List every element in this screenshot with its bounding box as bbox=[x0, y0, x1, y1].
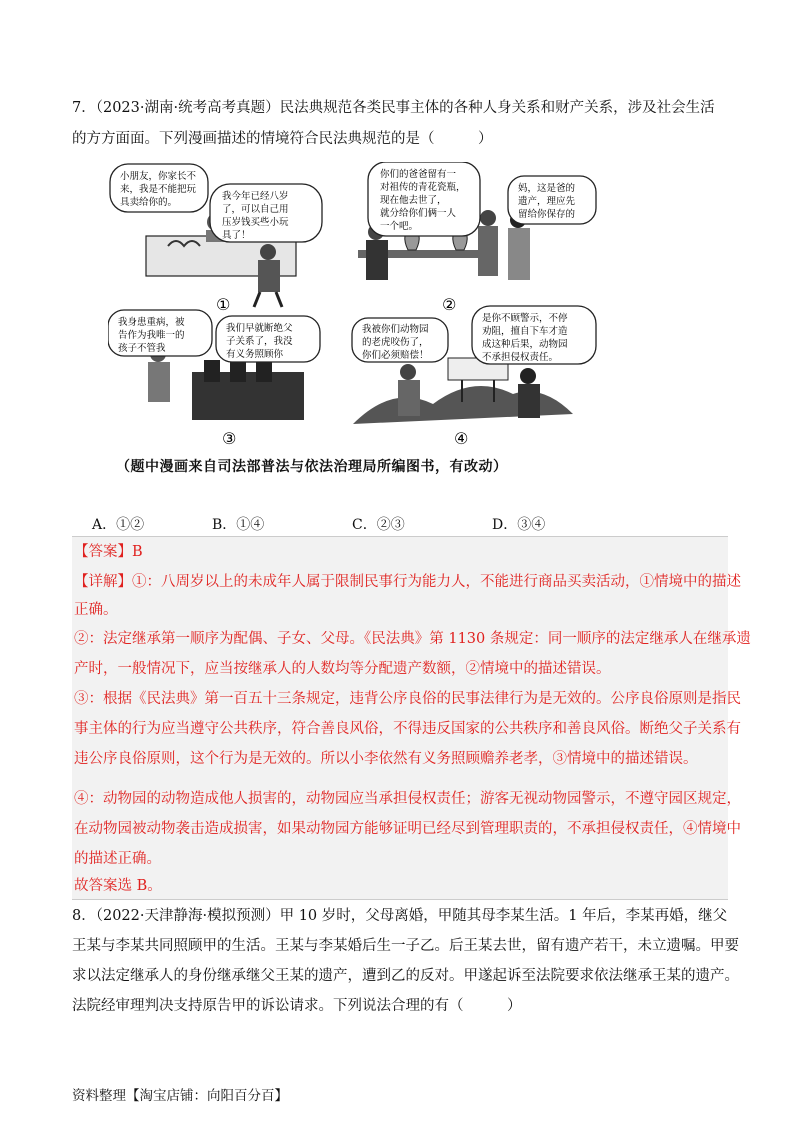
panel-1-bubble-b-line: 我今年已经八岁 bbox=[222, 191, 289, 202]
question-8-line-2: 王某与李某共同照顾甲的生活。王某与李某婚后生一子乙。后王某去世，留有遗产若干，未立遗嘱。甲要 bbox=[72, 938, 739, 954]
question-8-line-4: 法院经审理判决支持原告甲的诉讼请求。下列说法合理的有（ ） bbox=[72, 998, 522, 1014]
question-8-line-1: 8．（2022·天津静海·模拟预测）甲 10 岁时，父母离婚，甲随其母李某生活。1 年后，李某再婚，继父 bbox=[72, 908, 728, 924]
option-d[interactable]: D．③④ bbox=[492, 517, 546, 533]
explanation-line: 违公序良俗原则，这个行为是无效的。所以小李依然有义务照顾赡养老孝，③情境中的描述错误。 bbox=[74, 751, 698, 767]
panel-4-bubble-b-line: 劝阻，擅自下车才造 bbox=[482, 326, 568, 337]
footer-source: 资料整理【淘宝店铺：向阳百分百】 bbox=[72, 1088, 288, 1104]
panel-1-bubble-a-line: 来，我是不能把玩 bbox=[120, 184, 197, 195]
panel-3-number: ③ bbox=[222, 429, 237, 447]
explanation-line: 的描述正确。 bbox=[74, 851, 161, 867]
option-c[interactable]: C．②③ bbox=[352, 517, 405, 533]
explanation-line: ④：动物园的动物造成他人损害的，动物园应当承担侵权责任；游客无视动物园警示，不遵守园区规定， bbox=[74, 791, 741, 807]
panel-1-bubble-a-line: 小朋友，你家长不 bbox=[120, 171, 197, 182]
comic-panel-2-bubble-b bbox=[508, 176, 596, 224]
panel-2-bubble-a-line: 对祖传的青花瓷瓶， bbox=[380, 182, 466, 193]
panel-4-bubble-a-line: 你们必须赔偿！ bbox=[362, 350, 429, 361]
panel-2-number: ② bbox=[442, 295, 457, 314]
comic-panel-3-bubble-a bbox=[108, 310, 212, 356]
panel-1-bubble-b-line: 压岁钱买些小玩 bbox=[222, 217, 289, 228]
explanation-line: ③：根据《民法典》第一百五十三条规定，违背公序良俗的民事法律行为是无效的。公序良俗原则是指民 bbox=[74, 691, 741, 707]
comic-panel-3 bbox=[108, 310, 320, 447]
panel-3-bubble-a-line: 孩子不管我 bbox=[118, 343, 166, 354]
panel-3-bubble-a-line: 我身患重病，被 bbox=[118, 317, 185, 328]
explanation-line: ②：法定继承第一顺序为配偶、子女、父母。《民法典》第 1130 条规定：同一顺序的法定继承人在继承遗 bbox=[74, 631, 751, 647]
comic-panel-1 bbox=[110, 164, 322, 314]
panel-2-bubble-b-line: 妈，这是爸的 bbox=[518, 183, 576, 194]
panel-3-bubble-a-line: 告作为我唯一的 bbox=[118, 330, 185, 341]
answer-label: 【答案】B bbox=[74, 544, 143, 560]
comic-panel-3-bubble-b bbox=[216, 316, 320, 362]
panel-1-number: ① bbox=[216, 295, 231, 314]
panel-1-bubble-b-line: 了，可以自己用 bbox=[222, 204, 289, 215]
option-b[interactable]: B．①④ bbox=[212, 517, 265, 533]
explanation-line: 正确。 bbox=[74, 602, 118, 618]
comic-panel-4-bubble-a bbox=[352, 318, 448, 362]
panel-4-number: ④ bbox=[454, 429, 469, 447]
comic-panel-1-bubble-a bbox=[110, 164, 208, 212]
explanation-line: 事主体的行为应当遵守公共秩序，符合善良风俗，不得违反国家的公共秩序和善良风俗。断绝父子关系有 bbox=[74, 721, 741, 737]
panel-4-bubble-b-line: 成这种后果，动物园 bbox=[482, 339, 568, 350]
panel-3-bubble-b-line: 子关系了，我没 bbox=[226, 336, 293, 347]
explanation-line: 【详解】①：八周岁以上的未成年人属于限制民事行为能力人，不能进行商品买卖活动，①情境中的描述 bbox=[74, 574, 741, 590]
panel-2-bubble-a-line: 一个吧。 bbox=[380, 221, 419, 232]
comic-panel-2-bubble-a bbox=[368, 162, 480, 236]
panel-3-bubble-b-line: 我们早就断绝父 bbox=[226, 323, 293, 334]
comic-panel-4-bubble-b bbox=[472, 306, 596, 364]
panel-1-bubble-b-line: 具了！ bbox=[222, 230, 251, 241]
panel-4-bubble-a-line: 我被你们动物园 bbox=[362, 324, 429, 335]
panel-2-bubble-b-line: 留给你保存的 bbox=[518, 209, 576, 220]
question-7-line-2: 的方方面面。下列漫画描述的情境符合民法典规范的是（ ） bbox=[72, 131, 493, 147]
comic-illustration bbox=[108, 162, 598, 447]
question-7-line-1: 7．（2023·湖南·统考高考真题）民法典规范各类民事主体的各种人身关系和财产关系，涉及社会生活 bbox=[72, 100, 715, 116]
option-a[interactable]: A．①② bbox=[92, 517, 145, 533]
comic-caption: （题中漫画来自司法部普法与依法治理局所编图书，有改动） bbox=[116, 459, 508, 475]
explanation-line: 产时，一般情况下，应当按继承人的人数均等分配遗产数额，②情境中的描述错误。 bbox=[74, 661, 611, 677]
panel-2-bubble-a-line: 就分给你们俩一人 bbox=[380, 208, 457, 219]
question-8-line-3: 求以法定继承人的身份继承继父王某的遗产，遭到乙的反对。甲遂起诉至法院要求依法继承王某的遗产。 bbox=[72, 968, 739, 984]
comic-panel-4 bbox=[352, 306, 596, 447]
panel-1-bubble-a-line: 具卖给你的。 bbox=[120, 197, 178, 208]
panel-2-bubble-a-line: 你们的爸爸留有一 bbox=[380, 169, 457, 180]
comic-panel-1-bubble-b bbox=[210, 184, 322, 242]
explanation-line: 在动物园被动物袭击造成损害，如果动物园方能够证明已经尽到管理职责的，不承担侵权责任，④情境中 bbox=[74, 821, 741, 837]
panel-4-bubble-b-line: 不承担侵权责任。 bbox=[482, 352, 559, 363]
panel-4-bubble-a-line: 的老虎咬伤了， bbox=[362, 337, 429, 348]
final-answer-line: 故答案选 B。 bbox=[74, 878, 162, 894]
panel-2-bubble-a-line: 现在他去世了， bbox=[380, 195, 447, 206]
comic-panel-2 bbox=[358, 162, 596, 314]
panel-2-bubble-b-line: 遗产，理应先 bbox=[518, 196, 576, 207]
panel-4-bubble-b-line: 是你不顾警示，不停 bbox=[482, 313, 568, 324]
panel-3-bubble-b-line: 有义务照顾你 bbox=[226, 349, 284, 360]
